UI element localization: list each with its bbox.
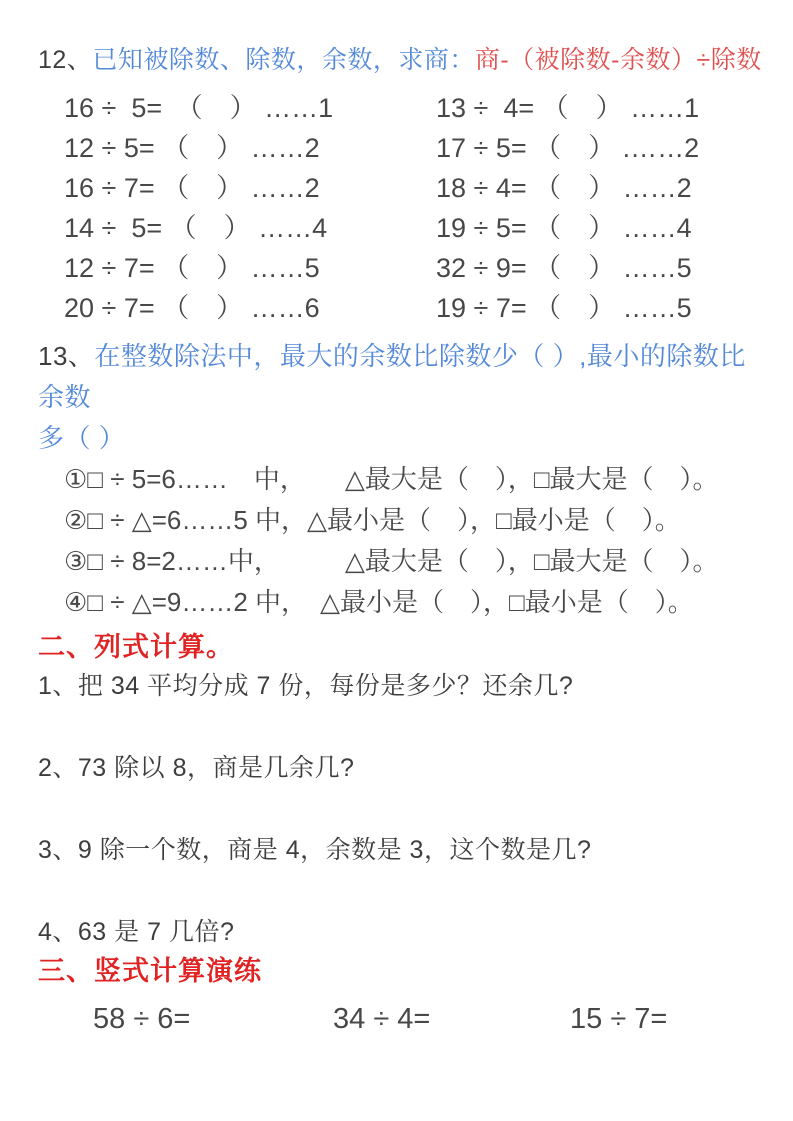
question-12-number: 12、 — [38, 46, 93, 74]
division-problem: 19 ÷ 7= （ ） ……5 — [436, 293, 692, 323]
question-13-text-line2: 多（ ） — [38, 423, 126, 453]
sub-item-1: ①□ ÷ 5=6…… 中， △最大是（ ），□最大是（ ）。 — [64, 464, 719, 494]
division-problem: 18 ÷ 4= （ ） ……2 — [436, 173, 692, 203]
question-13-title — [38, 336, 769, 459]
word-problem-list — [38, 669, 769, 949]
question-12-prompt: 已知被除数、除数，余数，求商： — [92, 46, 475, 74]
division-problem: 17 ÷ 5= （ ） .……2 — [436, 133, 700, 163]
section-3-heading: 三、竖式计算演练 — [38, 956, 262, 986]
vertical-calculation-problems — [93, 999, 769, 1039]
word-problem-3: 3、9 除一个数，商是 4，余数是 3，这个数是几? — [38, 836, 592, 864]
word-problem-1: 1、把 34 平均分成 7 份，每份是多少？还余几? — [38, 672, 574, 700]
division-problem: 19 ÷ 5= （ ） ……4 — [436, 213, 692, 243]
question-13-number: 13、 — [38, 341, 95, 371]
division-problem: 13 ÷ 4= （ ） ……1 — [436, 93, 700, 123]
question-13-text-line1: 在整数除法中，最大的余数比除数少（ ）,最小的除数比余数 — [38, 341, 746, 412]
division-problem: 16 ÷ 5= （ ） ……1 — [64, 93, 334, 123]
question-13-sub-items — [64, 459, 769, 623]
vertical-problem-3: 15 ÷ 7= — [570, 1003, 668, 1035]
division-problem: 14 ÷ 5= （ ） ……4 — [64, 213, 328, 243]
question-12-title — [38, 44, 769, 76]
division-problems-right-column — [436, 88, 769, 328]
question-12-formula: 商-（被除数-余数）÷除数 — [474, 46, 762, 74]
division-problem-grid — [64, 88, 769, 328]
vertical-problem-1: 58 ÷ 6= — [93, 1003, 191, 1035]
section-2-heading: 二、列式计算。 — [38, 632, 234, 662]
sub-item-4: ④□ ÷ △=9……2 中， △最小是（ ），□最小是（ ）。 — [64, 587, 694, 617]
word-problem-4: 4、63 是 7 几倍? — [38, 918, 235, 946]
division-problems-left-column — [64, 88, 436, 328]
division-problem: 16 ÷ 7= （ ） ……2 — [64, 173, 320, 203]
word-problem-2: 2、73 除以 8，商是几余几? — [38, 754, 355, 782]
sub-item-2: ②□ ÷ △=6……5 中，△最小是（ ），□最小是（ ）。 — [64, 505, 681, 535]
division-problem: 12 ÷ 7= （ ） ……5 — [64, 253, 320, 283]
division-problem: 20 ÷ 7= （ ） ……6 — [64, 293, 320, 323]
vertical-problem-2: 34 ÷ 4= — [333, 1003, 431, 1035]
division-problem: 32 ÷ 9= （ ） ……5 — [436, 253, 692, 283]
sub-item-3: ③□ ÷ 8=2……中， △最大是（ ），□最大是（ ）。 — [64, 546, 719, 576]
division-problem: 12 ÷ 5= （ ） ……2 — [64, 133, 320, 163]
